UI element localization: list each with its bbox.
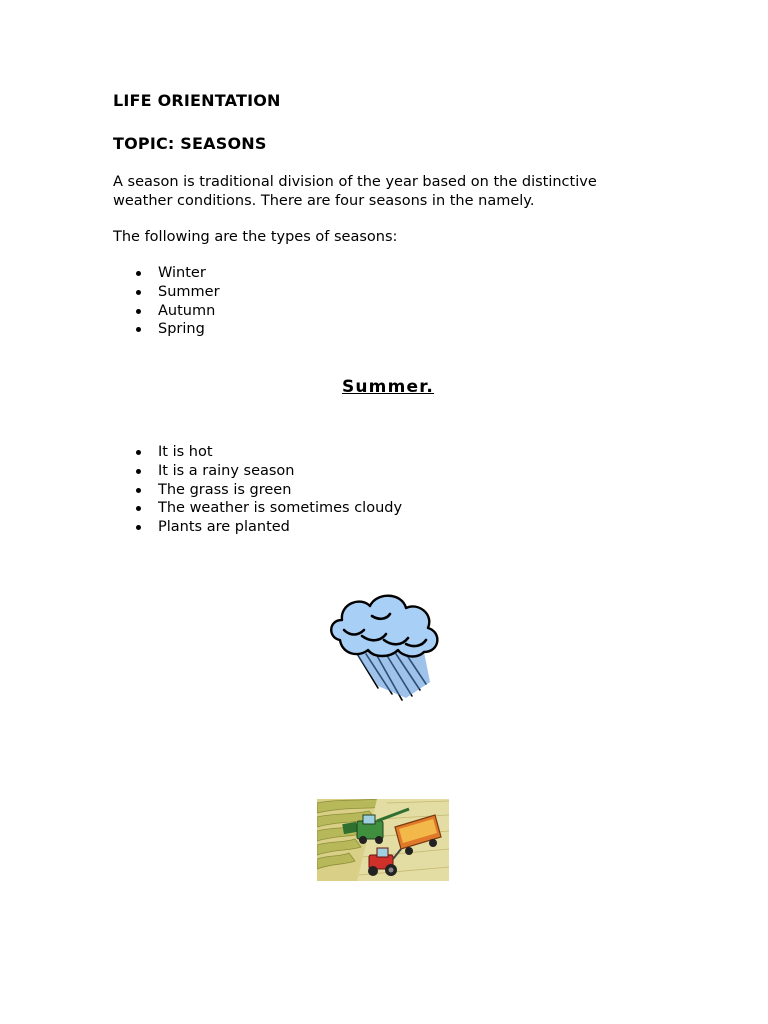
seasons-list — [113, 264, 220, 339]
harvester-tractor-icon — [317, 799, 449, 881]
summer-facts-list — [113, 443, 402, 537]
rain-sheet — [354, 650, 430, 698]
topic-heading: TOPIC: SEASONS — [113, 134, 267, 153]
list-item: Summer — [113, 283, 220, 302]
summer-heading: Summer. — [341, 377, 435, 397]
list-item: It is a rainy season — [113, 462, 402, 481]
document-title: LIFE ORIENTATION — [113, 91, 281, 110]
list-item: Spring — [113, 320, 220, 339]
list-item: Plants are planted — [113, 518, 402, 537]
types-intro-paragraph: The following are the types of seasons: — [113, 229, 398, 245]
list-item: The weather is sometimes cloudy — [113, 499, 402, 518]
list-item: Autumn — [113, 302, 220, 321]
list-item: It is hot — [113, 443, 402, 462]
list-item: Winter — [113, 264, 220, 283]
list-item: The grass is green — [113, 481, 402, 500]
intro-paragraph: A season is traditional division of the year based on the distinctive weather conditions. There are four seasons in the namely. — [113, 174, 597, 209]
cloud-shape — [331, 596, 437, 657]
rain-cloud-icon — [326, 590, 442, 710]
